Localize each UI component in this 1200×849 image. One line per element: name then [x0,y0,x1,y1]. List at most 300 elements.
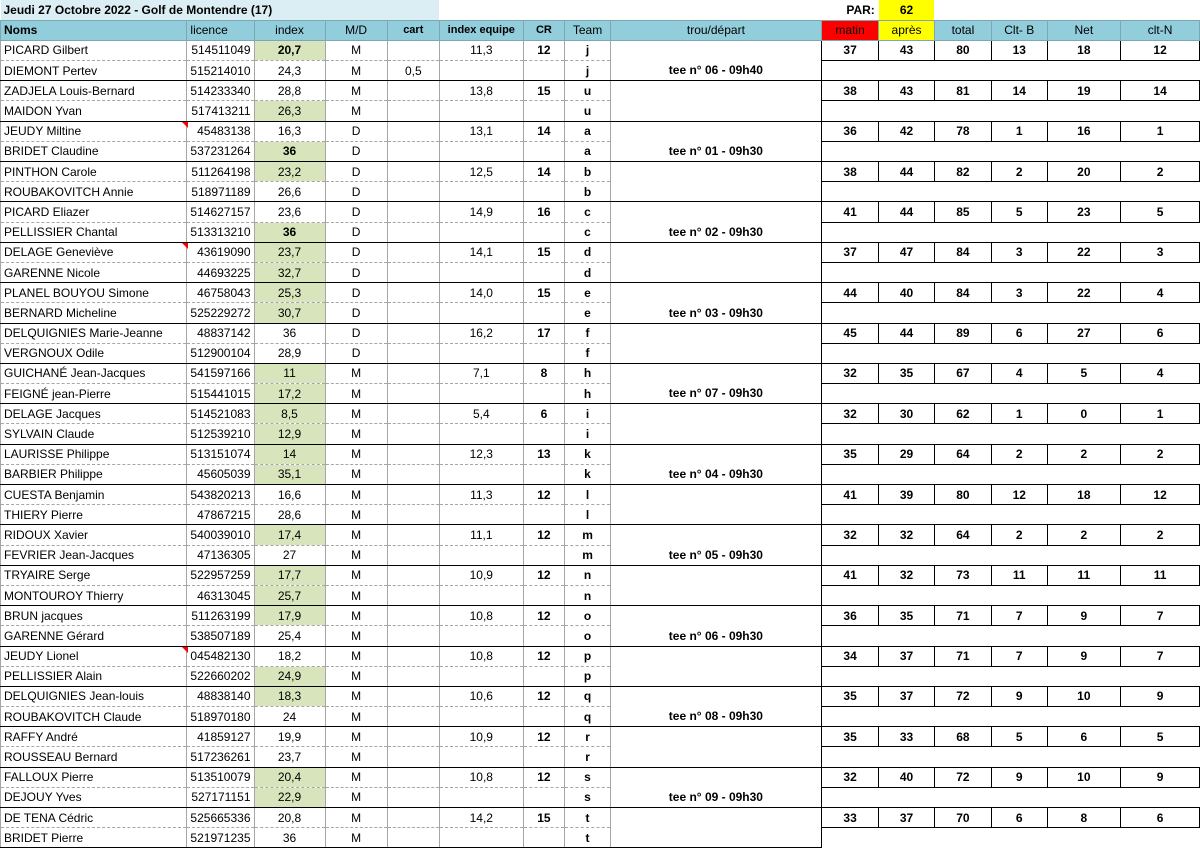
matin-cell[interactable] [821,464,878,484]
cart-cell[interactable] [387,747,439,767]
player-name-cell[interactable]: PICARD Gilbert [1,40,187,60]
net-cell[interactable]: 0 [1047,404,1121,424]
clt-n-cell[interactable] [1121,303,1200,323]
total-cell[interactable]: 72 [934,686,991,706]
index-cell[interactable]: 36 [254,222,325,242]
md-cell[interactable]: M [325,646,387,666]
index-cell[interactable]: 27 [254,545,325,565]
index-cell[interactable]: 20,7 [254,40,325,60]
apres-cell[interactable]: 44 [879,202,934,222]
net-cell[interactable]: 19 [1047,81,1121,101]
clt-n-cell[interactable] [1121,505,1200,525]
trou-depart-cell[interactable] [610,121,821,141]
cr-cell[interactable] [523,343,564,363]
clt-b-cell[interactable] [992,101,1047,121]
cart-cell[interactable] [387,686,439,706]
licence-cell[interactable]: 512539210 [187,424,254,444]
clt-n-cell[interactable] [1121,464,1200,484]
cart-cell[interactable] [387,767,439,787]
cr-cell[interactable]: 12 [523,606,564,626]
matin-cell[interactable] [821,505,878,525]
clt-b-cell[interactable]: 2 [992,444,1047,464]
net-cell[interactable]: 16 [1047,121,1121,141]
clt-n-cell[interactable]: 1 [1121,404,1200,424]
net-cell[interactable]: 8 [1047,808,1121,828]
matin-cell[interactable]: 36 [821,121,878,141]
player-name-cell[interactable]: FEIGNÉ jean-Pierre [1,384,187,404]
net-cell[interactable]: 6 [1047,727,1121,747]
index-cell[interactable]: 24 [254,707,325,727]
team-cell[interactable]: m [565,545,611,565]
index-cell[interactable]: 16,6 [254,485,325,505]
matin-cell[interactable]: 32 [821,525,878,545]
total-cell[interactable] [934,464,991,484]
total-cell[interactable] [934,424,991,444]
net-cell[interactable] [1047,505,1121,525]
licence-cell[interactable]: 538507189 [187,626,254,646]
net-cell[interactable]: 2 [1047,525,1121,545]
trou-depart-cell[interactable] [610,162,821,182]
licence-cell[interactable]: 527171151 [187,787,254,807]
team-cell[interactable]: d [565,242,611,262]
md-cell[interactable]: D [325,121,387,141]
net-cell[interactable]: 18 [1047,40,1121,60]
team-cell[interactable]: j [565,61,611,81]
cr-cell[interactable] [523,747,564,767]
team-cell[interactable]: s [565,767,611,787]
licence-cell[interactable]: 46313045 [187,585,254,605]
licence-cell[interactable]: 518971189 [187,182,254,202]
total-cell[interactable] [934,141,991,161]
apres-cell[interactable]: 30 [879,404,934,424]
team-cell[interactable]: j [565,40,611,60]
col-header-total[interactable]: total [934,20,991,40]
matin-cell[interactable] [821,262,878,282]
clt-b-cell[interactable] [992,303,1047,323]
total-cell[interactable]: 80 [934,485,991,505]
player-name-cell[interactable]: BRIDET Pierre [1,828,187,848]
clt-n-cell[interactable]: 2 [1121,162,1200,182]
clt-b-cell[interactable] [992,747,1047,767]
licence-cell[interactable]: 541597166 [187,363,254,383]
trou-depart-cell[interactable] [610,242,821,262]
col-header-team[interactable]: Team [565,20,611,40]
cr-cell[interactable] [523,666,564,686]
team-cell[interactable]: r [565,747,611,767]
empty-cell[interactable] [934,0,1199,20]
cart-cell[interactable] [387,182,439,202]
net-cell[interactable] [1047,384,1121,404]
clt-b-cell[interactable] [992,666,1047,686]
clt-b-cell[interactable]: 1 [992,121,1047,141]
matin-cell[interactable]: 35 [821,727,878,747]
total-cell[interactable] [934,626,991,646]
licence-cell[interactable]: 513510079 [187,767,254,787]
md-cell[interactable]: M [325,606,387,626]
net-cell[interactable]: 18 [1047,485,1121,505]
index-cell[interactable]: 35,1 [254,464,325,484]
matin-cell[interactable] [821,384,878,404]
trou-depart-cell[interactable] [610,808,821,828]
player-name-cell[interactable]: DELQUIGNIES Marie-Jeanne [1,323,187,343]
player-name-cell[interactable]: ZADJELA Louis-Bernard [1,81,187,101]
team-cell[interactable]: q [565,686,611,706]
cart-cell[interactable] [387,242,439,262]
clt-b-cell[interactable] [992,384,1047,404]
net-cell[interactable]: 20 [1047,162,1121,182]
col-header-clt-n[interactable]: clt-N [1121,20,1200,40]
player-name-cell[interactable]: GUICHANÉ Jean-Jacques [1,363,187,383]
team-cell[interactable]: o [565,626,611,646]
col-header-cr[interactable]: CR [523,20,564,40]
col-header-clt-b[interactable]: Clt- B [992,20,1047,40]
licence-cell[interactable]: 514511049 [187,40,254,60]
index-cell[interactable]: 17,4 [254,525,325,545]
player-name-cell[interactable]: PELLISSIER Alain [1,666,187,686]
team-cell[interactable]: n [565,565,611,585]
player-name-cell[interactable]: DE TENA Cédric [1,808,187,828]
team-cell[interactable]: p [565,666,611,686]
index-equipe-cell[interactable]: 14,0 [439,283,523,303]
index-equipe-cell[interactable]: 10,8 [439,606,523,626]
matin-cell[interactable] [821,787,878,807]
net-cell[interactable] [1047,666,1121,686]
clt-b-cell[interactable]: 5 [992,202,1047,222]
par-value[interactable]: 62 [879,0,934,20]
apres-cell[interactable] [879,747,934,767]
matin-cell[interactable]: 35 [821,444,878,464]
index-cell[interactable]: 26,6 [254,182,325,202]
total-cell[interactable]: 78 [934,121,991,141]
apres-cell[interactable]: 35 [879,606,934,626]
net-cell[interactable] [1047,343,1121,363]
apres-cell[interactable] [879,303,934,323]
total-cell[interactable] [934,707,991,727]
total-cell[interactable] [934,61,991,81]
team-cell[interactable]: s [565,787,611,807]
index-equipe-cell[interactable] [439,505,523,525]
matin-cell[interactable]: 38 [821,162,878,182]
trou-depart-cell[interactable]: tee n° 07 - 09h30 [610,384,821,404]
total-cell[interactable]: 73 [934,565,991,585]
player-name-cell[interactable]: LAURISSE Philippe [1,444,187,464]
matin-cell[interactable]: 32 [821,404,878,424]
net-cell[interactable] [1047,141,1121,161]
md-cell[interactable]: M [325,585,387,605]
trou-depart-cell[interactable] [610,585,821,605]
total-cell[interactable] [934,545,991,565]
cr-cell[interactable]: 8 [523,363,564,383]
index-cell[interactable]: 14 [254,444,325,464]
cr-cell[interactable] [523,828,564,848]
cr-cell[interactable] [523,182,564,202]
md-cell[interactable]: M [325,767,387,787]
index-cell[interactable]: 24,9 [254,666,325,686]
cr-cell[interactable]: 15 [523,242,564,262]
total-cell[interactable]: 68 [934,727,991,747]
apres-cell[interactable] [879,262,934,282]
licence-cell[interactable]: 514233340 [187,81,254,101]
matin-cell[interactable]: 37 [821,242,878,262]
matin-cell[interactable] [821,666,878,686]
index-cell[interactable]: 17,7 [254,565,325,585]
clt-n-cell[interactable] [1121,626,1200,646]
trou-depart-cell[interactable] [610,424,821,444]
trou-depart-cell[interactable] [610,485,821,505]
team-cell[interactable]: f [565,323,611,343]
comment-indicator[interactable] [182,647,188,653]
total-cell[interactable] [934,747,991,767]
clt-n-cell[interactable]: 2 [1121,444,1200,464]
team-cell[interactable]: i [565,424,611,444]
index-cell[interactable]: 16,3 [254,121,325,141]
cr-cell[interactable]: 12 [523,686,564,706]
clt-n-cell[interactable]: 14 [1121,81,1200,101]
player-name-cell[interactable]: THIERY Pierre [1,505,187,525]
licence-cell[interactable]: 522957259 [187,565,254,585]
apres-cell[interactable]: 40 [879,283,934,303]
matin-cell[interactable]: 41 [821,565,878,585]
md-cell[interactable]: M [325,565,387,585]
index-equipe-cell[interactable] [439,141,523,161]
index-cell[interactable]: 25,3 [254,283,325,303]
clt-n-cell[interactable] [1121,585,1200,605]
team-cell[interactable]: f [565,343,611,363]
trou-depart-cell[interactable] [610,283,821,303]
index-cell[interactable]: 28,9 [254,343,325,363]
apres-cell[interactable]: 29 [879,444,934,464]
net-cell[interactable] [1047,303,1121,323]
cr-cell[interactable]: 13 [523,444,564,464]
licence-cell[interactable]: 540039010 [187,525,254,545]
total-cell[interactable] [934,343,991,363]
col-header-name[interactable]: Noms [1,20,187,40]
cart-cell[interactable] [387,262,439,282]
licence-cell[interactable]: 518970180 [187,707,254,727]
index-equipe-cell[interactable]: 10,8 [439,767,523,787]
total-cell[interactable] [934,384,991,404]
clt-b-cell[interactable] [992,707,1047,727]
matin-cell[interactable]: 35 [821,686,878,706]
md-cell[interactable]: M [325,40,387,60]
net-cell[interactable]: 10 [1047,686,1121,706]
trou-depart-cell[interactable] [610,565,821,585]
clt-b-cell[interactable] [992,787,1047,807]
clt-b-cell[interactable]: 7 [992,606,1047,626]
cr-cell[interactable]: 6 [523,404,564,424]
trou-depart-cell[interactable] [610,686,821,706]
trou-depart-cell[interactable] [610,202,821,222]
total-cell[interactable] [934,585,991,605]
index-equipe-cell[interactable]: 14,2 [439,808,523,828]
index-equipe-cell[interactable] [439,626,523,646]
trou-depart-cell[interactable]: tee n° 09 - 09h30 [610,787,821,807]
trou-depart-cell[interactable] [610,828,821,848]
player-name-cell[interactable]: JEUDY Miltine [1,121,187,141]
cart-cell[interactable] [387,666,439,686]
comment-indicator[interactable] [182,243,188,249]
clt-n-cell[interactable] [1121,545,1200,565]
apres-cell[interactable]: 32 [879,525,934,545]
md-cell[interactable]: D [325,303,387,323]
cart-cell[interactable] [387,707,439,727]
trou-depart-cell[interactable]: tee n° 02 - 09h30 [610,222,821,242]
col-header-licence[interactable]: licence [187,20,254,40]
cart-cell[interactable] [387,343,439,363]
apres-cell[interactable] [879,828,934,848]
index-cell[interactable]: 17,9 [254,606,325,626]
clt-n-cell[interactable] [1121,343,1200,363]
cr-cell[interactable]: 12 [523,767,564,787]
cr-cell[interactable] [523,384,564,404]
matin-cell[interactable]: 33 [821,808,878,828]
total-cell[interactable] [934,101,991,121]
team-cell[interactable]: t [565,828,611,848]
trou-depart-cell[interactable] [610,81,821,101]
col-header-trou[interactable]: trou/départ [610,20,821,40]
md-cell[interactable]: M [325,505,387,525]
index-equipe-cell[interactable] [439,424,523,444]
cr-cell[interactable] [523,707,564,727]
cr-cell[interactable]: 15 [523,808,564,828]
team-cell[interactable]: a [565,141,611,161]
licence-cell[interactable]: 522660202 [187,666,254,686]
apres-cell[interactable] [879,101,934,121]
trou-depart-cell[interactable]: tee n° 08 - 09h30 [610,707,821,727]
index-cell[interactable]: 11 [254,363,325,383]
cart-cell[interactable] [387,101,439,121]
clt-n-cell[interactable]: 2 [1121,525,1200,545]
apres-cell[interactable] [879,384,934,404]
clt-b-cell[interactable]: 2 [992,162,1047,182]
player-name-cell[interactable]: FALLOUX Pierre [1,767,187,787]
cart-cell[interactable] [387,424,439,444]
clt-n-cell[interactable]: 9 [1121,686,1200,706]
team-cell[interactable]: c [565,202,611,222]
total-cell[interactable]: 67 [934,363,991,383]
net-cell[interactable]: 10 [1047,767,1121,787]
par-label[interactable]: PAR: [439,0,878,20]
cart-cell[interactable] [387,585,439,605]
clt-n-cell[interactable]: 6 [1121,808,1200,828]
team-cell[interactable]: a [565,121,611,141]
clt-n-cell[interactable]: 12 [1121,40,1200,60]
index-cell[interactable]: 30,7 [254,303,325,323]
cart-cell[interactable] [387,222,439,242]
apres-cell[interactable] [879,626,934,646]
cr-cell[interactable] [523,424,564,444]
licence-cell[interactable]: 45605039 [187,464,254,484]
licence-cell[interactable]: 48837142 [187,323,254,343]
team-cell[interactable]: l [565,485,611,505]
md-cell[interactable]: M [325,61,387,81]
trou-depart-cell[interactable]: tee n° 05 - 09h30 [610,545,821,565]
net-cell[interactable] [1047,182,1121,202]
cart-cell[interactable] [387,464,439,484]
apres-cell[interactable]: 37 [879,808,934,828]
clt-b-cell[interactable]: 9 [992,767,1047,787]
apres-cell[interactable] [879,182,934,202]
cart-cell[interactable] [387,81,439,101]
net-cell[interactable]: 9 [1047,606,1121,626]
team-cell[interactable]: o [565,606,611,626]
total-cell[interactable]: 62 [934,404,991,424]
team-cell[interactable]: n [565,585,611,605]
cart-cell[interactable] [387,141,439,161]
clt-b-cell[interactable]: 3 [992,283,1047,303]
total-cell[interactable] [934,182,991,202]
total-cell[interactable]: 70 [934,808,991,828]
md-cell[interactable]: D [325,162,387,182]
licence-cell[interactable]: 512900104 [187,343,254,363]
index-cell[interactable]: 32,7 [254,262,325,282]
trou-depart-cell[interactable] [610,40,821,60]
sheet-title[interactable]: Jeudi 27 Octobre 2022 - Golf de Montendre (17) [1,0,440,20]
total-cell[interactable]: 85 [934,202,991,222]
trou-depart-cell[interactable] [610,343,821,363]
index-cell[interactable]: 28,6 [254,505,325,525]
cart-cell[interactable] [387,626,439,646]
col-header-index[interactable]: index [254,20,325,40]
clt-n-cell[interactable]: 9 [1121,767,1200,787]
licence-cell[interactable]: 525665336 [187,808,254,828]
total-cell[interactable]: 82 [934,162,991,182]
trou-depart-cell[interactable] [610,646,821,666]
player-name-cell[interactable]: BRIDET Claudine [1,141,187,161]
cart-cell[interactable] [387,202,439,222]
cart-cell[interactable] [387,525,439,545]
index-cell[interactable]: 18,2 [254,646,325,666]
cr-cell[interactable] [523,101,564,121]
clt-b-cell[interactable] [992,424,1047,444]
net-cell[interactable] [1047,424,1121,444]
cr-cell[interactable] [523,545,564,565]
licence-cell[interactable]: 45483138 [187,121,254,141]
cart-cell[interactable] [387,162,439,182]
trou-depart-cell[interactable] [610,727,821,747]
trou-depart-cell[interactable]: tee n° 06 - 09h40 [610,61,821,81]
clt-n-cell[interactable] [1121,707,1200,727]
matin-cell[interactable]: 36 [821,606,878,626]
index-equipe-cell[interactable] [439,343,523,363]
net-cell[interactable] [1047,707,1121,727]
matin-cell[interactable]: 32 [821,767,878,787]
md-cell[interactable]: M [325,464,387,484]
index-cell[interactable]: 36 [254,141,325,161]
trou-depart-cell[interactable] [610,444,821,464]
cr-cell[interactable]: 15 [523,283,564,303]
licence-cell[interactable]: 511263199 [187,606,254,626]
licence-cell[interactable]: 47867215 [187,505,254,525]
matin-cell[interactable] [821,585,878,605]
total-cell[interactable] [934,666,991,686]
trou-depart-cell[interactable] [610,363,821,383]
cart-cell[interactable] [387,606,439,626]
clt-b-cell[interactable]: 2 [992,525,1047,545]
index-equipe-cell[interactable]: 10,8 [439,646,523,666]
md-cell[interactable]: D [325,141,387,161]
total-cell[interactable] [934,787,991,807]
md-cell[interactable]: M [325,384,387,404]
licence-cell[interactable]: 521971235 [187,828,254,848]
index-equipe-cell[interactable] [439,101,523,121]
md-cell[interactable]: M [325,424,387,444]
apres-cell[interactable]: 32 [879,565,934,585]
cart-cell[interactable] [387,363,439,383]
player-name-cell[interactable]: MAIDON Yvan [1,101,187,121]
md-cell[interactable]: M [325,525,387,545]
apres-cell[interactable]: 37 [879,686,934,706]
